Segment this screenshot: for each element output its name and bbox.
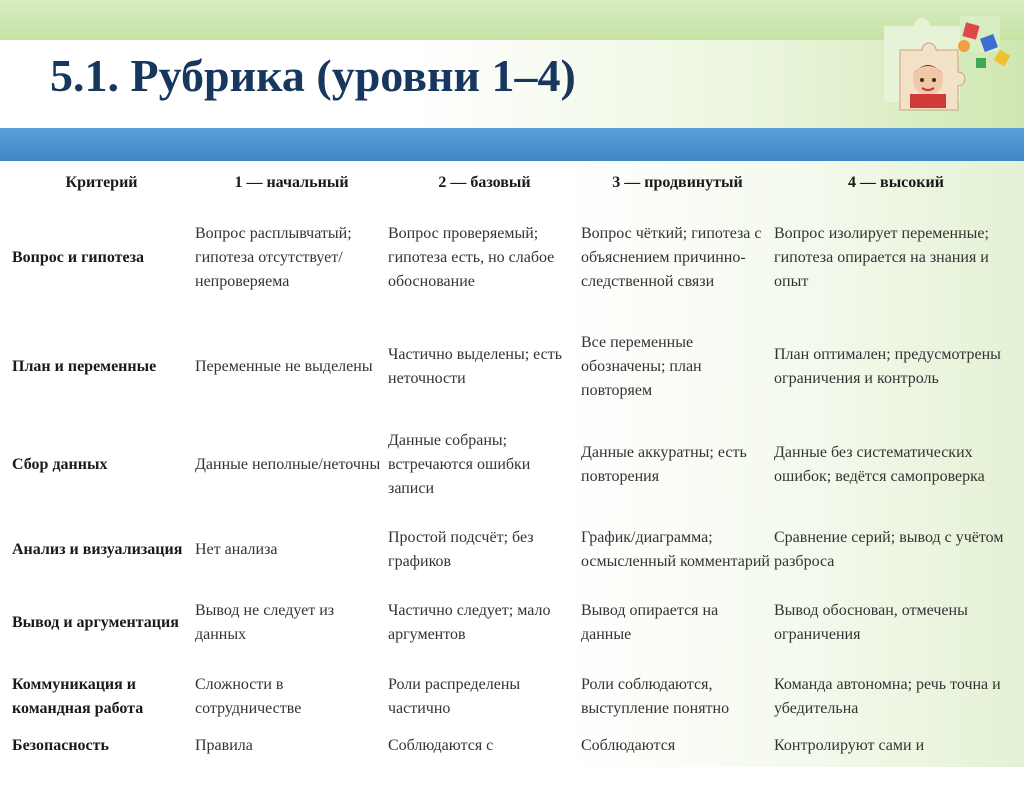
level-cell: Сложности в сотрудничестве bbox=[195, 676, 302, 717]
level-cell: Данные неполные/неточны bbox=[195, 456, 381, 473]
level-cell: План оптимален; предусмотрены ограничения и контроль bbox=[774, 346, 1001, 387]
level-cell: Частично выделены; есть неточности bbox=[388, 346, 563, 387]
level-cell: Простой подсчёт; без графиков bbox=[388, 529, 534, 570]
level-cell: Контролируют сами и bbox=[774, 737, 925, 754]
table-row bbox=[8, 416, 1018, 514]
level-cell: Вопрос изолирует переменные; гипотеза опирается на знания и опыт bbox=[774, 225, 989, 290]
table-row bbox=[8, 318, 1018, 416]
criterion-cell: Вопрос и гипотеза bbox=[12, 249, 144, 266]
level-cell: Вывод опирается на данные bbox=[581, 602, 719, 643]
table-row bbox=[8, 586, 1018, 660]
level-cell: Вопрос расплывчатый; гипотеза отсутствует/непроверяема bbox=[195, 225, 352, 290]
slide-title: 5.1. Рубрика (уровни 1–4) bbox=[50, 50, 576, 101]
level-cell: Данные без систематических ошибок; ведётся самопроверка bbox=[774, 444, 985, 485]
header-cell-level-1: 1 — начальный bbox=[234, 174, 349, 191]
puzzle-kids-icon bbox=[864, 6, 1024, 122]
level-cell: Роли соблюдаются, выступление понятно bbox=[581, 676, 730, 717]
header-cell-level-3: 3 — продвинутый bbox=[612, 174, 743, 191]
level-cell: График/диаграмма; осмысленный комментарий bbox=[581, 529, 770, 570]
level-cell: Соблюдаются bbox=[581, 737, 676, 754]
accent-bar bbox=[0, 128, 1024, 161]
level-cell: Переменные не выделены bbox=[195, 358, 373, 375]
level-cell: Вопрос чёткий; гипотеза с объяснением причинно-следственной связи bbox=[581, 225, 762, 290]
header-cell-criterion: Критерий bbox=[65, 174, 138, 191]
criterion-cell: Коммуникация и командная работа bbox=[12, 676, 144, 717]
header-cell-level-2: 2 — базовый bbox=[438, 174, 531, 191]
level-cell: Данные аккуратны; есть повторения bbox=[581, 444, 747, 485]
level-cell: Нет анализа bbox=[195, 541, 278, 558]
level-cell: Вопрос проверяемый; гипотеза есть, но слабое обоснование bbox=[388, 225, 555, 290]
level-cell: Вывод обоснован, отмечены ограничения bbox=[774, 602, 968, 643]
table-header-row bbox=[8, 168, 1018, 198]
level-cell: Данные собраны; встречаются ошибки записи bbox=[388, 432, 531, 497]
criterion-cell: Анализ и визуализация bbox=[12, 541, 183, 558]
table-row bbox=[8, 734, 1018, 794]
level-cell: Правила bbox=[195, 737, 253, 754]
rubric-table bbox=[8, 168, 1018, 794]
criterion-cell: Безопасность bbox=[12, 737, 109, 754]
level-cell: Команда автономна; речь точна и убедительна bbox=[774, 676, 1001, 717]
criterion-cell: План и переменные bbox=[12, 358, 157, 375]
criterion-cell: Сбор данных bbox=[12, 456, 108, 473]
header-cell-level-4: 4 — высокий bbox=[848, 174, 944, 191]
table-row bbox=[8, 660, 1018, 734]
criterion-cell: Вывод и аргументация bbox=[12, 614, 179, 631]
level-cell: Роли распределены частично bbox=[388, 676, 521, 717]
level-cell: Все переменные обозначены; план повторяем bbox=[581, 334, 702, 399]
level-cell: Соблюдаются с bbox=[388, 737, 494, 754]
level-cell: Сравнение серий; вывод с учётом разброса bbox=[774, 529, 1004, 570]
table-row bbox=[8, 198, 1018, 318]
level-cell: Частично следует; мало аргументов bbox=[388, 602, 551, 643]
table-row bbox=[8, 514, 1018, 586]
level-cell: Вывод не следует из данных bbox=[195, 602, 335, 643]
